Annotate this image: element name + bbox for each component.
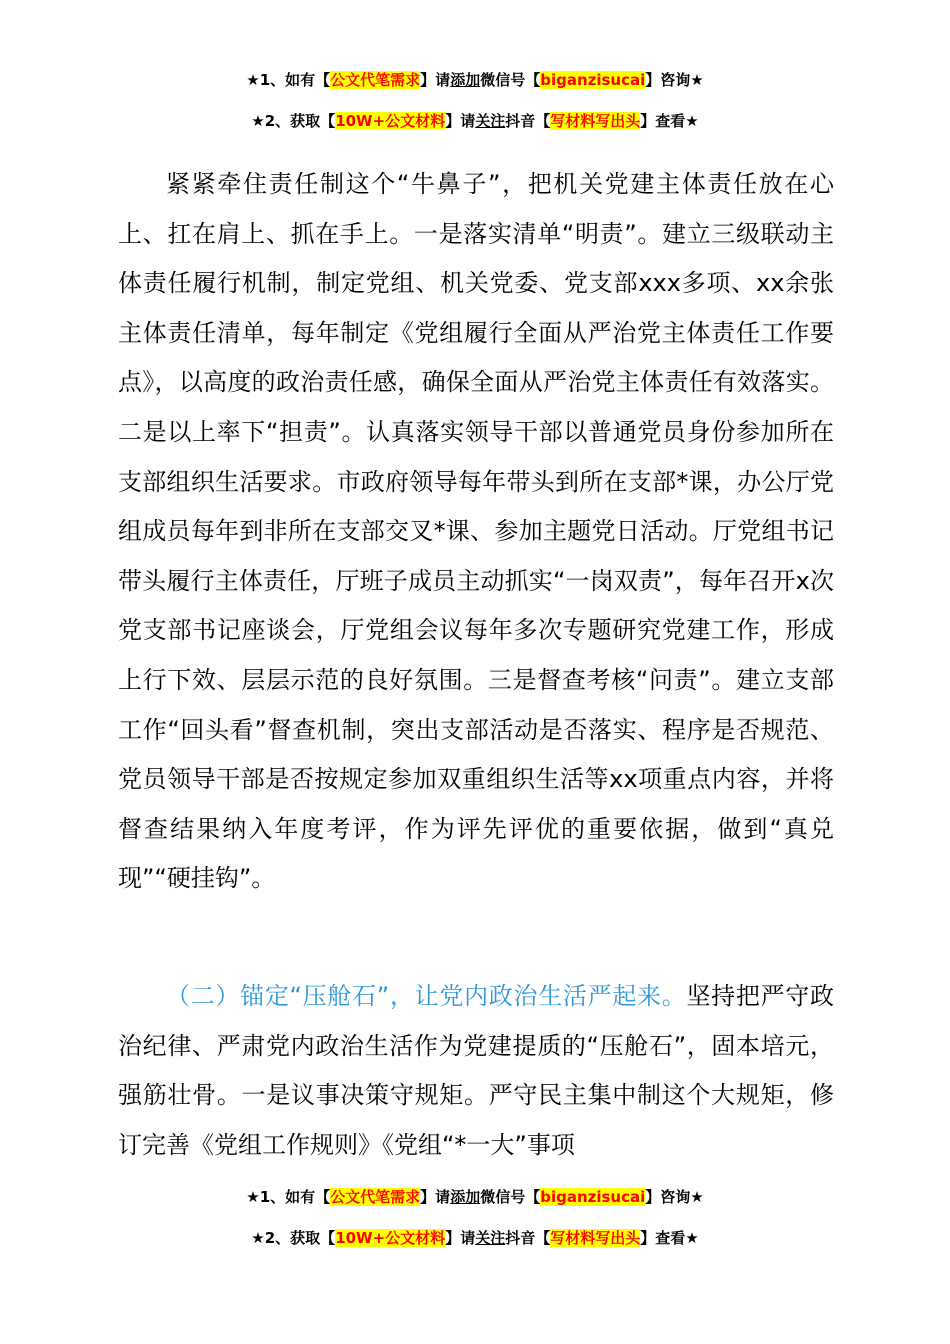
body-paragraph-2: [118, 972, 834, 1170]
highlight-douyin-account: 写材料写出头: [550, 112, 641, 130]
highlight-service: 公文代笔需求: [330, 71, 421, 89]
section-heading: （二）锚定“压舱石”，让党内政治生活严起来。: [166, 982, 687, 1010]
banner-text: ★1、如有【: [246, 71, 331, 89]
header-ad-line-1: [0, 69, 950, 91]
footer-ad-line-1: [0, 1186, 950, 1208]
banner-text: ★2、获取【: [251, 1229, 336, 1247]
body-paragraph-1: 紧紧牵住责任制这个“牛鼻子”，把机关党建主体责任放在心上、扛在肩上、抓在手上。一是落实清单“明责”。建立三级联动主体责任履行机制，制定党组、机关党委、党支部xxx多项、xx余张主体责任清单，每年制定《党组履行全面从严治党主体责任工作要点》，以高度的政治责任感，确保全面从严治党主体责任有效落实。二是以上率下“担责”。认真落实领导干部以普通党员身份参加所在支部组织生活要求。市政府领导每年带头到所在支部*课，办公厅党组成员每年到非所在支部交叉*课、参加主题党日活动。厅党组书记带头履行主体责任，厅班子成员主动抓实“一岗双责”，每年召开x次党支部书记座谈会，厅党组会议每年多次专题研究党建工作，形成上行下效、层层示范的良好氛围。三是督查考核“问责”。建立支部工作“回头看”督查机制，突出支部活动是否落实、程序是否规范、党员领导干部是否按规定参加双重组织生活等xx项重点内容，并将督查结果纳入年度考评，作为评先评优的重要依据，做到“真兑现”“硬挂钩”。: [118, 170, 834, 893]
highlight-materials: 10W+公文材料: [335, 112, 446, 130]
banner-text: 微信号【: [480, 1188, 541, 1206]
banner-text: ★1、如有【: [246, 1188, 331, 1206]
highlight-wechat-id: biganzisucai: [540, 1188, 646, 1206]
banner-text: ★2、获取【: [251, 112, 336, 130]
banner-text: 抖音【: [505, 112, 551, 130]
footer-ad-line-2: [0, 1227, 950, 1249]
underlined-text: 关注: [475, 112, 506, 130]
underlined-text: 关注: [475, 1229, 506, 1247]
banner-text: 】请: [445, 112, 476, 130]
underlined-text: 添加: [450, 1188, 481, 1206]
banner-text: 】查看★: [640, 1229, 699, 1247]
banner-text: 抖音【: [505, 1229, 551, 1247]
banner-text: 】咨询★: [645, 1188, 704, 1206]
section-body: 坚持把严守政治纪律、严肃党内政治生活作为党建提质的“压舱石”，固本培元，强筋壮骨。一是议事决策守规矩。严守民主集中制这个大规矩，修订完善《党组工作规则》《党组“*一大”事项: [118, 982, 834, 1159]
banner-text: 】请: [420, 71, 451, 89]
banner-text: 微信号【: [480, 71, 541, 89]
banner-text: 】咨询★: [645, 71, 704, 89]
highlight-materials: 10W+公文材料: [335, 1229, 446, 1247]
banner-text: 】请: [445, 1229, 476, 1247]
header-ad-line-2: [0, 110, 950, 132]
highlight-douyin-account: 写材料写出头: [550, 1229, 641, 1247]
underlined-text: 添加: [450, 71, 481, 89]
highlight-wechat-id: biganzisucai: [540, 71, 646, 89]
banner-text: 】查看★: [640, 112, 699, 130]
highlight-service: 公文代笔需求: [330, 1188, 421, 1206]
banner-text: 】请: [420, 1188, 451, 1206]
